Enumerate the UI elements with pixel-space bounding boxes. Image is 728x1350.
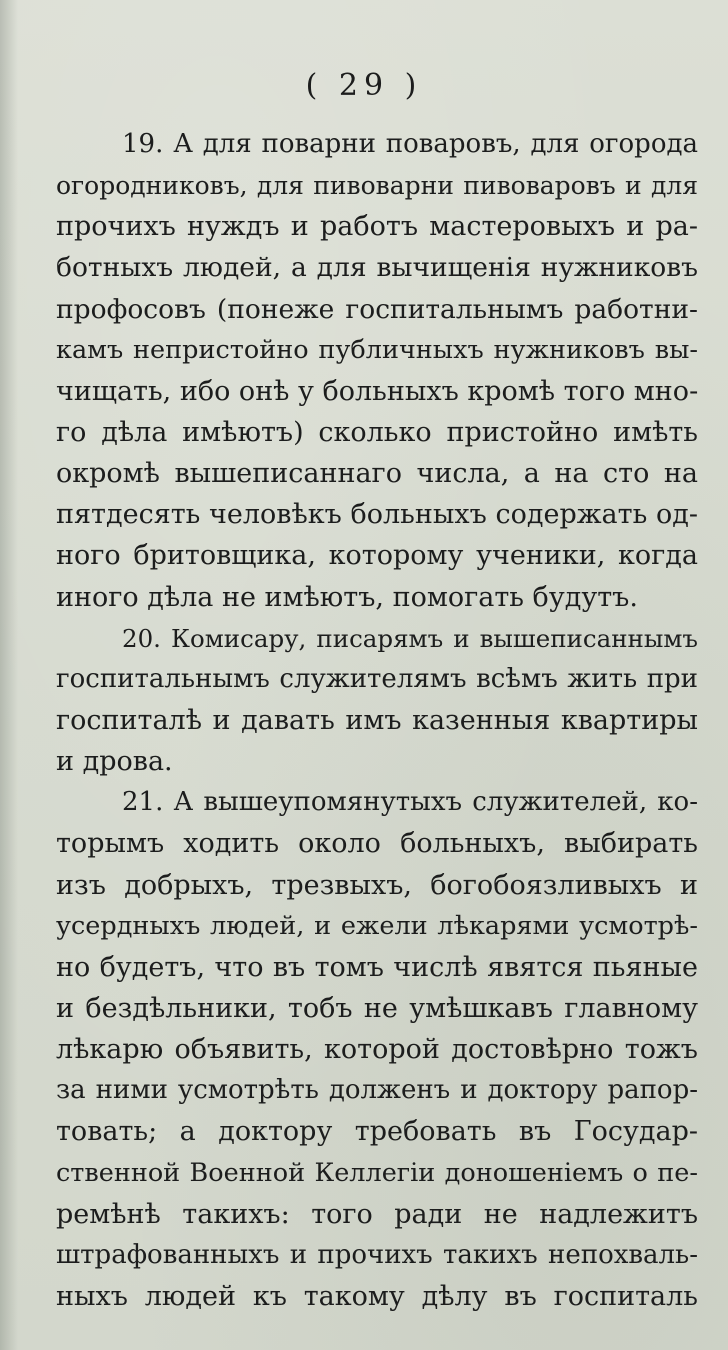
text-line: окромѣ вышеписаннаго числа, а на сто на xyxy=(56,458,698,490)
text-line: ныхъ людей къ такому дѣлу въ госпиталь xyxy=(56,1280,698,1312)
text-line: госпиталѣ и давать имъ казенныя квартиры xyxy=(56,704,698,736)
page-number: ( 29 ) xyxy=(305,68,423,103)
text-line: ремѣнѣ такихъ: того ради не надлежитъ xyxy=(56,1198,698,1230)
page-edge-shadow xyxy=(0,0,18,1350)
text-line: иного дѣла не имѣютъ, помогать будутъ. xyxy=(56,581,638,613)
text-line: пятдесять человѣкъ больныхъ содержать од- xyxy=(56,499,698,531)
text-line: камъ непристойно публичныхъ нужниковъ вы- xyxy=(56,334,698,365)
text-line: товать; а доктору требовать въ Государ- xyxy=(56,1116,698,1148)
text-line: прочихъ нуждъ и работъ мастеровыхъ и ра- xyxy=(56,211,698,243)
text-line: ботныхъ людей, а для вычищенія нужниковъ xyxy=(56,252,698,284)
text-line: госпитальнымъ служителямъ всѣмъ жить при xyxy=(56,663,698,694)
text-line: и бездѣльники, тобъ не умѣшкавъ главному xyxy=(56,992,698,1024)
text-line: огородниковъ, для пивоварни пивоваровъ и для xyxy=(56,171,698,201)
text-line: 19. А для поварни поваровъ, для огорода xyxy=(122,129,698,159)
text-line: за ними усмотрѣть долженъ и доктору рапор- xyxy=(56,1075,698,1106)
body-text xyxy=(56,124,698,1317)
text-line: торымъ ходить около больныхъ, выбирать xyxy=(56,828,698,860)
text-line: лѣкарю объявить, которой достовѣрно тожъ xyxy=(56,1034,698,1066)
text-line: ного бритовщика, которому ученики, когда xyxy=(56,540,698,572)
text-line: штрафованныхъ и прочихъ такихъ непохваль- xyxy=(56,1239,698,1270)
text-line: но будетъ, что въ томъ числѣ явятся пьяные xyxy=(56,951,698,983)
text-line: 20. Комисару, писарямъ и вышеписаннымъ xyxy=(122,623,698,653)
text-line: профосовъ (понеже госпитальнымъ работни- xyxy=(56,293,698,325)
text-line: го дѣла имѣютъ) сколько пристойно имѣть xyxy=(56,416,698,448)
text-line: чищать, ибо онѣ у больныхъ кромѣ того мно- xyxy=(56,375,698,407)
text-line: изъ добрыхъ, трезвыхъ, богобоязливыхъ и xyxy=(56,869,698,901)
text-line: и дрова. xyxy=(56,746,173,778)
text-line: усердныхъ людей, и ежели лѣкарями усмотрѣ- xyxy=(56,910,698,941)
text-line: 21. А вышеупомянутыхъ служителей, ко- xyxy=(122,787,698,818)
text-line: ственной Военной Келлегіи доношеніемъ о пе- xyxy=(56,1157,698,1188)
